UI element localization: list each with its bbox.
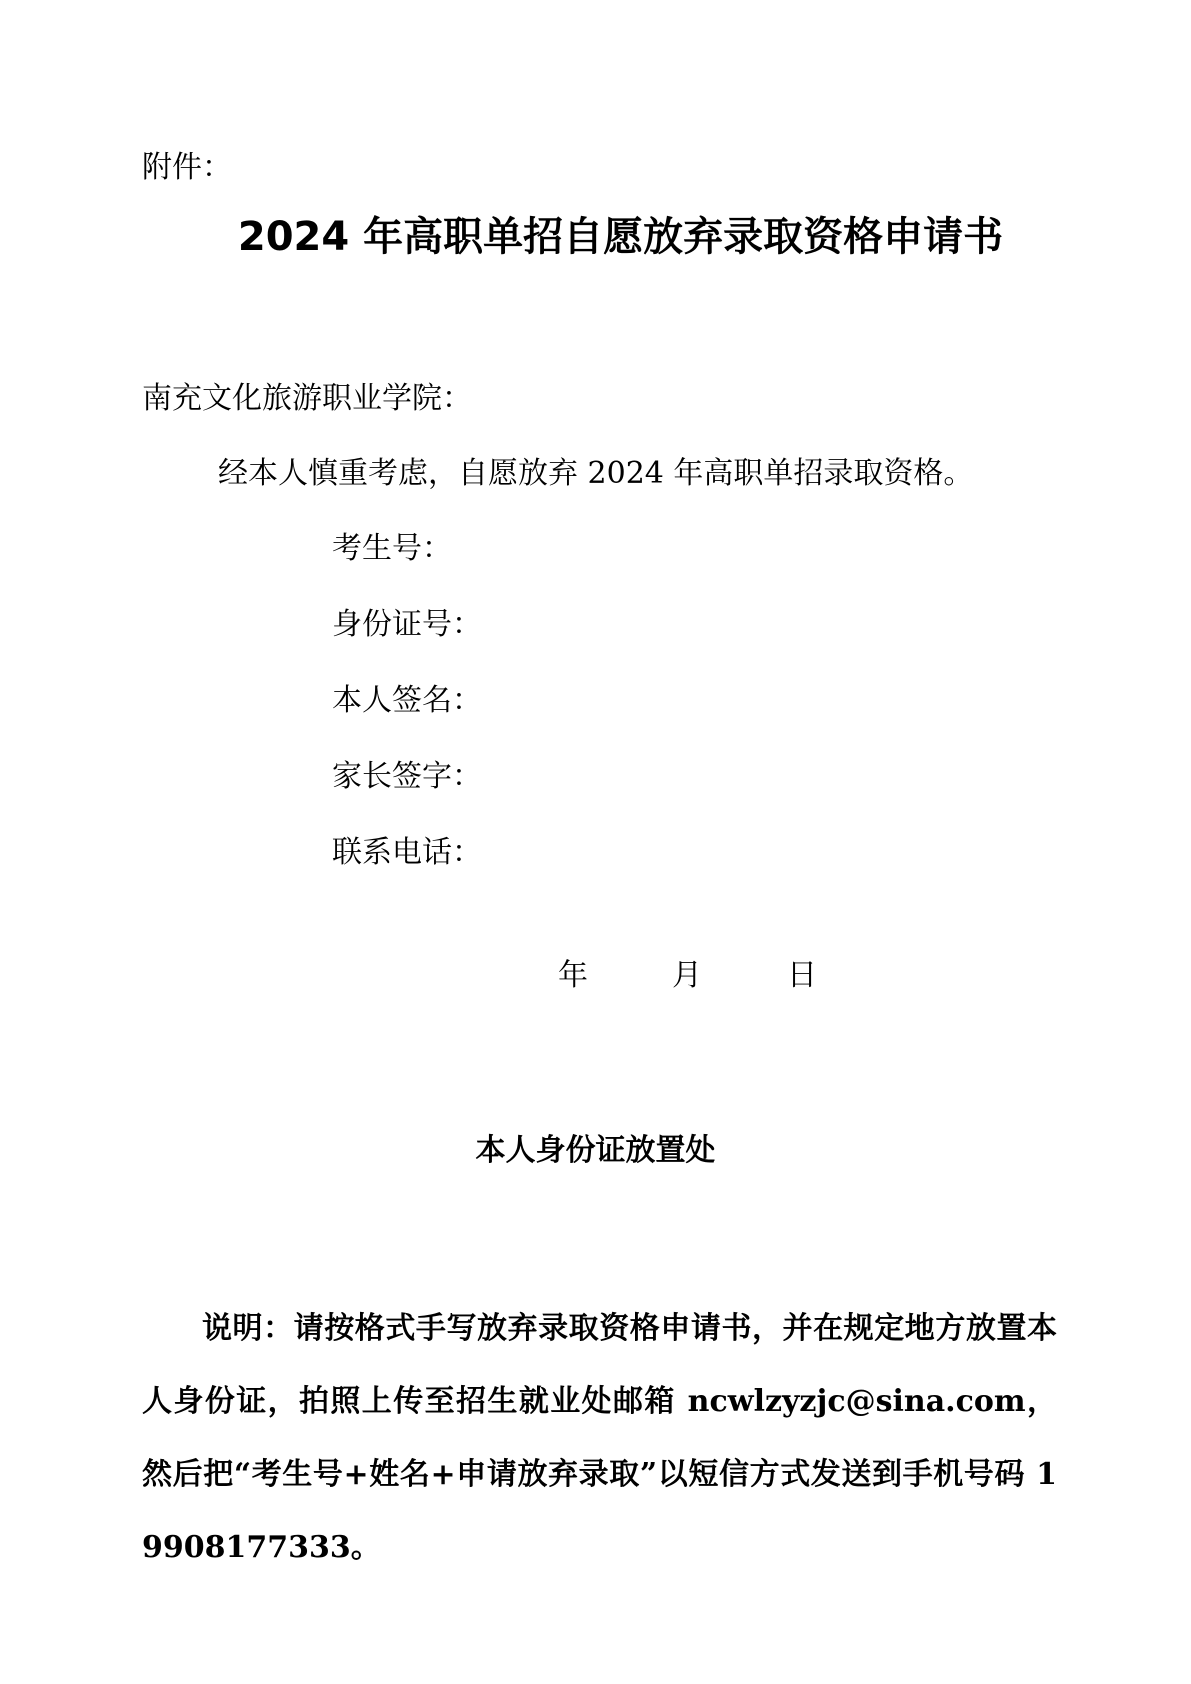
phone-field: 联系电话：	[332, 835, 482, 870]
self-signature-field: 本人签名：	[332, 683, 482, 718]
id-card-placement-area: 本人身份证放置处	[475, 1133, 716, 1168]
date-month-label: 月	[672, 958, 702, 993]
exam-number-field: 考生号：	[332, 531, 452, 566]
date-day-label: 日	[787, 958, 817, 993]
document-title: 2024 年高职单招自愿放弃录取资格申请书	[237, 214, 1004, 260]
attachment-label: 附件：	[142, 150, 232, 185]
id-number-field: 身份证号：	[332, 607, 482, 642]
instruction-note: 说明：请按格式手写放弃录取资格申请书，并在规定地方放置本人身份证，拍照上传至招生就业处邮箱 ncwlzyzjc@sina.com，然后把“考生号+姓名+申请放弃录取”以短信方式发送到手机号码 19908177333。	[142, 1311, 1057, 1565]
addressee: 南充文化旅游职业学院：	[142, 381, 472, 416]
body-text: 经本人慎重考虑，自愿放弃 2024 年高职单招录取资格。	[218, 456, 974, 491]
parent-signature-field: 家长签字：	[332, 759, 482, 794]
date-year-label: 年	[558, 958, 588, 993]
